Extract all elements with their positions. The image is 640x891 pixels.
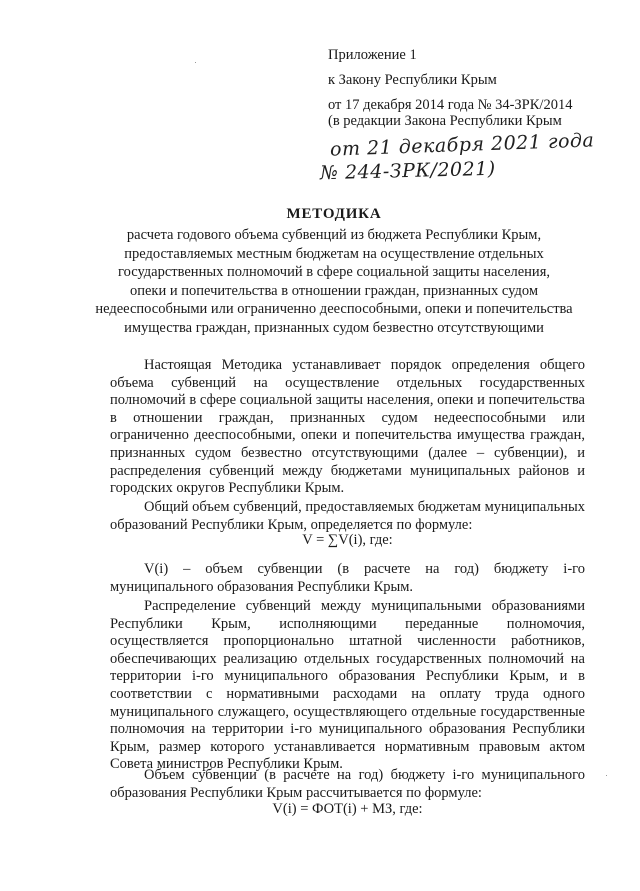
scan-speck <box>606 775 607 776</box>
paragraph-text: Общий объем субвенций, предоставляемых бюджетам муниципальных образований Республики Крым, определяется по формуле: <box>110 499 585 533</box>
appendix-line-4: (в редакции Закона Республики Крым <box>328 113 562 129</box>
document-title: МЕТОДИКА <box>286 206 382 222</box>
subtitle-line: опеки и попечительства в отношении граждан, признанных судом <box>129 282 539 299</box>
subtitle-line: расчета годового объема субвенций из бюджета Республики Крым, <box>126 227 542 243</box>
appendix-line-2: к Закону Республики Крым <box>328 72 497 88</box>
formula-total-volume: V = ∑V(i), где: <box>302 532 393 548</box>
subtitle-line: недееспособными или ограниченно дееспособными, опеки и попечительства <box>95 301 573 318</box>
paragraph-text: Объем субвенции (в расчете на год) бюджету i-го муниципального образования Республики Крым рассчитывается по формуле: <box>110 767 585 801</box>
appendix-line-3: от 17 декабря 2014 года № 34-ЗРК/2014 <box>328 97 573 113</box>
paragraph-text: Настоящая Методика устанавливает порядок определения общего объема субвенций на осуществление отдельных государственных полномочий в сфере социальной защиты населения, опеки и попечительства в отношении граждан, признанных судом недееспособными или ограниченно дееспособными, опеки и попечительства имущества граждан, признанных судом безвестно отсутствующими (далее – субвенции), и распределения субвенций между бюджетами муниципальных районов и городских округов Республики Крым. <box>110 357 585 497</box>
formula-municipal-volume: V(i) = ФОТ(i) + МЗ, где: <box>272 801 423 817</box>
body-paragraph-4 <box>110 598 585 774</box>
body-paragraph-1 <box>110 357 585 498</box>
subtitle-line: имущества граждан, признанных судом безвестно отсутствующими <box>124 319 544 336</box>
body-paragraph-3 <box>110 561 585 596</box>
paragraph-text: V(i) – объем субвенции (в расчете на год) бюджету i-го муниципального образования Республики Крым. <box>110 561 585 595</box>
appendix-line-1: Приложение 1 <box>328 47 417 63</box>
body-paragraph-5 <box>110 767 585 802</box>
body-paragraph-2 <box>110 499 585 534</box>
handwritten-amendment-date: от 21 декабря 2021 года <box>329 129 595 161</box>
subtitle-line: предоставляемых местным бюджетам на осуществление отдельных <box>124 245 544 262</box>
paragraph-text: Распределение субвенций между муниципальными образованиями Республики Крым, исполняющими переданные полномочия, осуществляется пропорционально штатной численности работников, обеспечивающих реализацию отдельных государственных полномочий на территории i-го муниципального образования Республики Крым, и в соответствии с нормативными расходами на оплату труда одного муниципального служащего, осуществляющего отдельные государственные полномочия на территории i-го муниципального образования Республики Крым, размер которого устанавливается нормативным правовым актом Совета министров Республики Крым. <box>110 598 585 773</box>
subtitle-line: государственных полномочий в сфере социальной защиты населения, <box>118 264 550 281</box>
scan-speck <box>195 62 196 63</box>
handwritten-amendment-number: № 244-ЗРК/2021) <box>319 157 496 185</box>
document-subtitle <box>70 226 598 338</box>
